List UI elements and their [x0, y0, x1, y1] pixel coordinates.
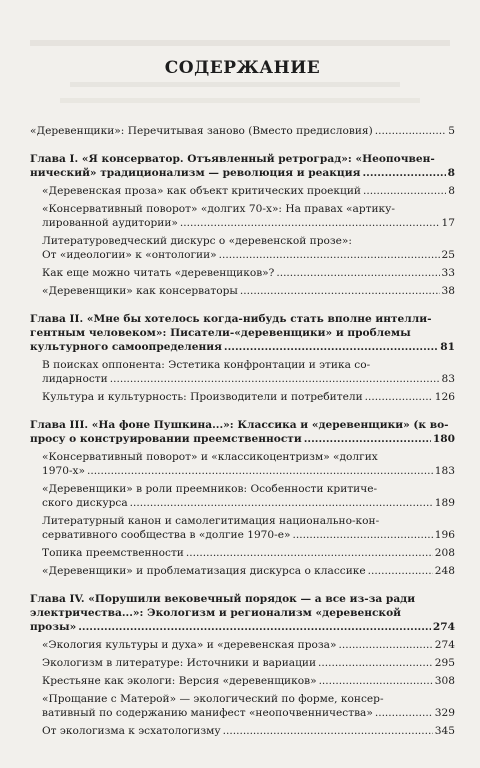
page-number: 8: [448, 185, 455, 197]
page-number: 183: [434, 465, 455, 477]
section-title-line: «Деревенская проза» как объект критических проекций: [42, 185, 361, 197]
leader-dots: [362, 166, 445, 180]
leader-dots: [293, 528, 433, 542]
chapter-list: [30, 138, 455, 738]
table-of-contents: [30, 58, 455, 738]
section-entry[interactable]: [30, 482, 455, 510]
leader-dots: [180, 216, 440, 230]
leader-dots: [219, 248, 440, 262]
page-number: 345: [434, 725, 455, 737]
section-title-line: «Консервативный поворот» «долгих 70-х»: На правах «артику-: [42, 203, 395, 215]
section-title-line: Топика преемственности: [42, 547, 184, 559]
chapter-title-line: нический» традиционализм — революция и реакция: [30, 167, 361, 179]
section-title-line: «Деревенщики» и проблематизация дискурса о классике: [42, 565, 366, 577]
chapter-entry[interactable]: [30, 312, 455, 354]
leader-dots: [375, 706, 433, 720]
page-number: 329: [434, 707, 455, 719]
chapter-gap: [30, 578, 455, 592]
section-title-line: ского дискурса: [42, 497, 128, 509]
page-number: 8: [447, 167, 455, 179]
preface-entry[interactable]: [30, 124, 455, 138]
section-entry[interactable]: [30, 184, 455, 198]
page-number: 308: [434, 675, 455, 687]
leader-dots: [130, 496, 433, 510]
page-number: 81: [440, 341, 455, 353]
chapter-title-line: гентным человеком»: Писатели-«деревенщики» и проблемы: [30, 327, 411, 339]
section-title-line: Культура и культурность: Производители и потребители: [42, 391, 363, 403]
section-title-line: лированной аудитории»: [42, 217, 178, 229]
chapter-gap: [30, 298, 455, 312]
page-title: СОДЕРЖАНИЕ: [164, 58, 321, 78]
preface-title: «Деревенщики»: Перечитывая заново (Вместо предисловия): [30, 125, 373, 137]
section-entry[interactable]: [30, 546, 455, 560]
leader-dots: [319, 674, 433, 688]
section-title-line: От экологизма к эсхатологизму: [42, 725, 221, 737]
leader-dots: [87, 464, 433, 478]
chapter-title-line: электричества...»: Экологизм и регионализм «деревенской: [30, 607, 401, 619]
section-title-line: 1970-х»: [42, 465, 85, 477]
page-number: 295: [434, 657, 455, 669]
section-title-line: Литературоведческий дискурс о «деревенской прозе»:: [42, 235, 352, 247]
section-title-line: «Деревенщики» как консерваторы: [42, 285, 238, 297]
leader-dots: [240, 284, 440, 298]
section-title-line: Экологизм в литературе: Источники и вариации: [42, 657, 317, 669]
chapter-title-line: прозы»: [30, 621, 77, 633]
leader-dots: [223, 724, 433, 738]
section-title-line: «Деревенщики» в роли преемников: Особенности критиче-: [42, 483, 378, 495]
section-entry[interactable]: [30, 358, 455, 386]
leader-dots: [186, 546, 433, 560]
page-number: 25: [441, 249, 455, 261]
chapter-title-line: Глава III. «На фоне Пушкина...»: Классика и «деревенщики» (к во-: [30, 419, 449, 431]
chapter-entry[interactable]: [30, 592, 455, 634]
page-number: 5: [448, 125, 455, 137]
section-title-line: вативный по содержанию манифест «неопочвенничества»: [42, 707, 373, 719]
page-number: 274: [432, 621, 455, 633]
leader-dots: [78, 620, 431, 634]
section-entry[interactable]: [30, 514, 455, 542]
leader-dots: [318, 656, 433, 670]
chapter-title-line: Глава II. «Мне бы хотелось когда-нибудь стать вполне интелли-: [30, 313, 432, 325]
leader-dots: [368, 564, 433, 578]
section-title-line: Как еще можно читать «деревенщиков»?: [42, 267, 275, 279]
page-number: 33: [441, 267, 455, 279]
section-entry[interactable]: [30, 266, 455, 280]
section-title-line: лидарности: [42, 373, 108, 385]
leader-dots: [224, 340, 438, 354]
section-title-line: В поисках оппонента: Эстетика конфронтации и этика со-: [42, 359, 371, 371]
section-entry[interactable]: [30, 692, 455, 720]
page-number: 17: [441, 217, 455, 229]
leader-dots: [363, 184, 446, 198]
section-title-line: сервативного сообщества в «долгие 1970-е»: [42, 529, 291, 541]
section-title-line: От «идеологии» к «онтологии»: [42, 249, 217, 261]
chapter-title-line: Глава IV. «Порушили вековечный порядок — а все из-за ради: [30, 593, 416, 605]
leader-dots: [304, 432, 431, 446]
page-number: 208: [434, 547, 455, 559]
section-entry[interactable]: [30, 234, 455, 262]
section-entry[interactable]: [30, 390, 455, 404]
section-entry[interactable]: [30, 724, 455, 738]
section-title-line: «Экология культуры и духа» и «деревенская проза»: [42, 639, 337, 651]
page-number: 180: [432, 433, 455, 445]
section-entry[interactable]: [30, 450, 455, 478]
leader-dots: [338, 638, 432, 652]
section-entry[interactable]: [30, 202, 455, 230]
page-number: 189: [434, 497, 455, 509]
section-entry[interactable]: [30, 656, 455, 670]
page-number: 196: [434, 529, 455, 541]
leader-dots: [276, 266, 439, 280]
section-title-line: Крестьяне как экологи: Версия «деревенщиков»: [42, 675, 317, 687]
leader-dots: [365, 390, 433, 404]
chapter-gap: [30, 404, 455, 418]
section-entry[interactable]: [30, 674, 455, 688]
page-number: 83: [441, 373, 455, 385]
chapter-title-line: Глава I. «Я консерватор. Отъявленный ретроград»: «Неопочвен-: [30, 153, 435, 165]
chapter-entry[interactable]: [30, 152, 455, 180]
leader-dots: [110, 372, 440, 386]
section-title-line: Литературный канон и самолегитимация национально-кон-: [42, 515, 380, 527]
leader-dots: [375, 124, 446, 138]
chapter-entry[interactable]: [30, 418, 455, 446]
section-entry[interactable]: [30, 564, 455, 578]
page-number: 38: [441, 285, 455, 297]
chapter-title-line: просу о конструировании преемственности: [30, 433, 302, 445]
section-entry[interactable]: [30, 284, 455, 298]
section-title-line: «Консервативный поворот» и «классикоцентризм» «долгих: [42, 451, 378, 463]
page-number: 126: [434, 391, 455, 403]
section-entry[interactable]: [30, 638, 455, 652]
chapter-title-line: культурного самоопределения: [30, 341, 222, 353]
page-number: 248: [434, 565, 455, 577]
section-title-line: «Прощание с Матерой» — экологический по форме, консер-: [42, 693, 384, 705]
page-number: 274: [434, 639, 455, 651]
chapter-gap: [30, 138, 455, 152]
